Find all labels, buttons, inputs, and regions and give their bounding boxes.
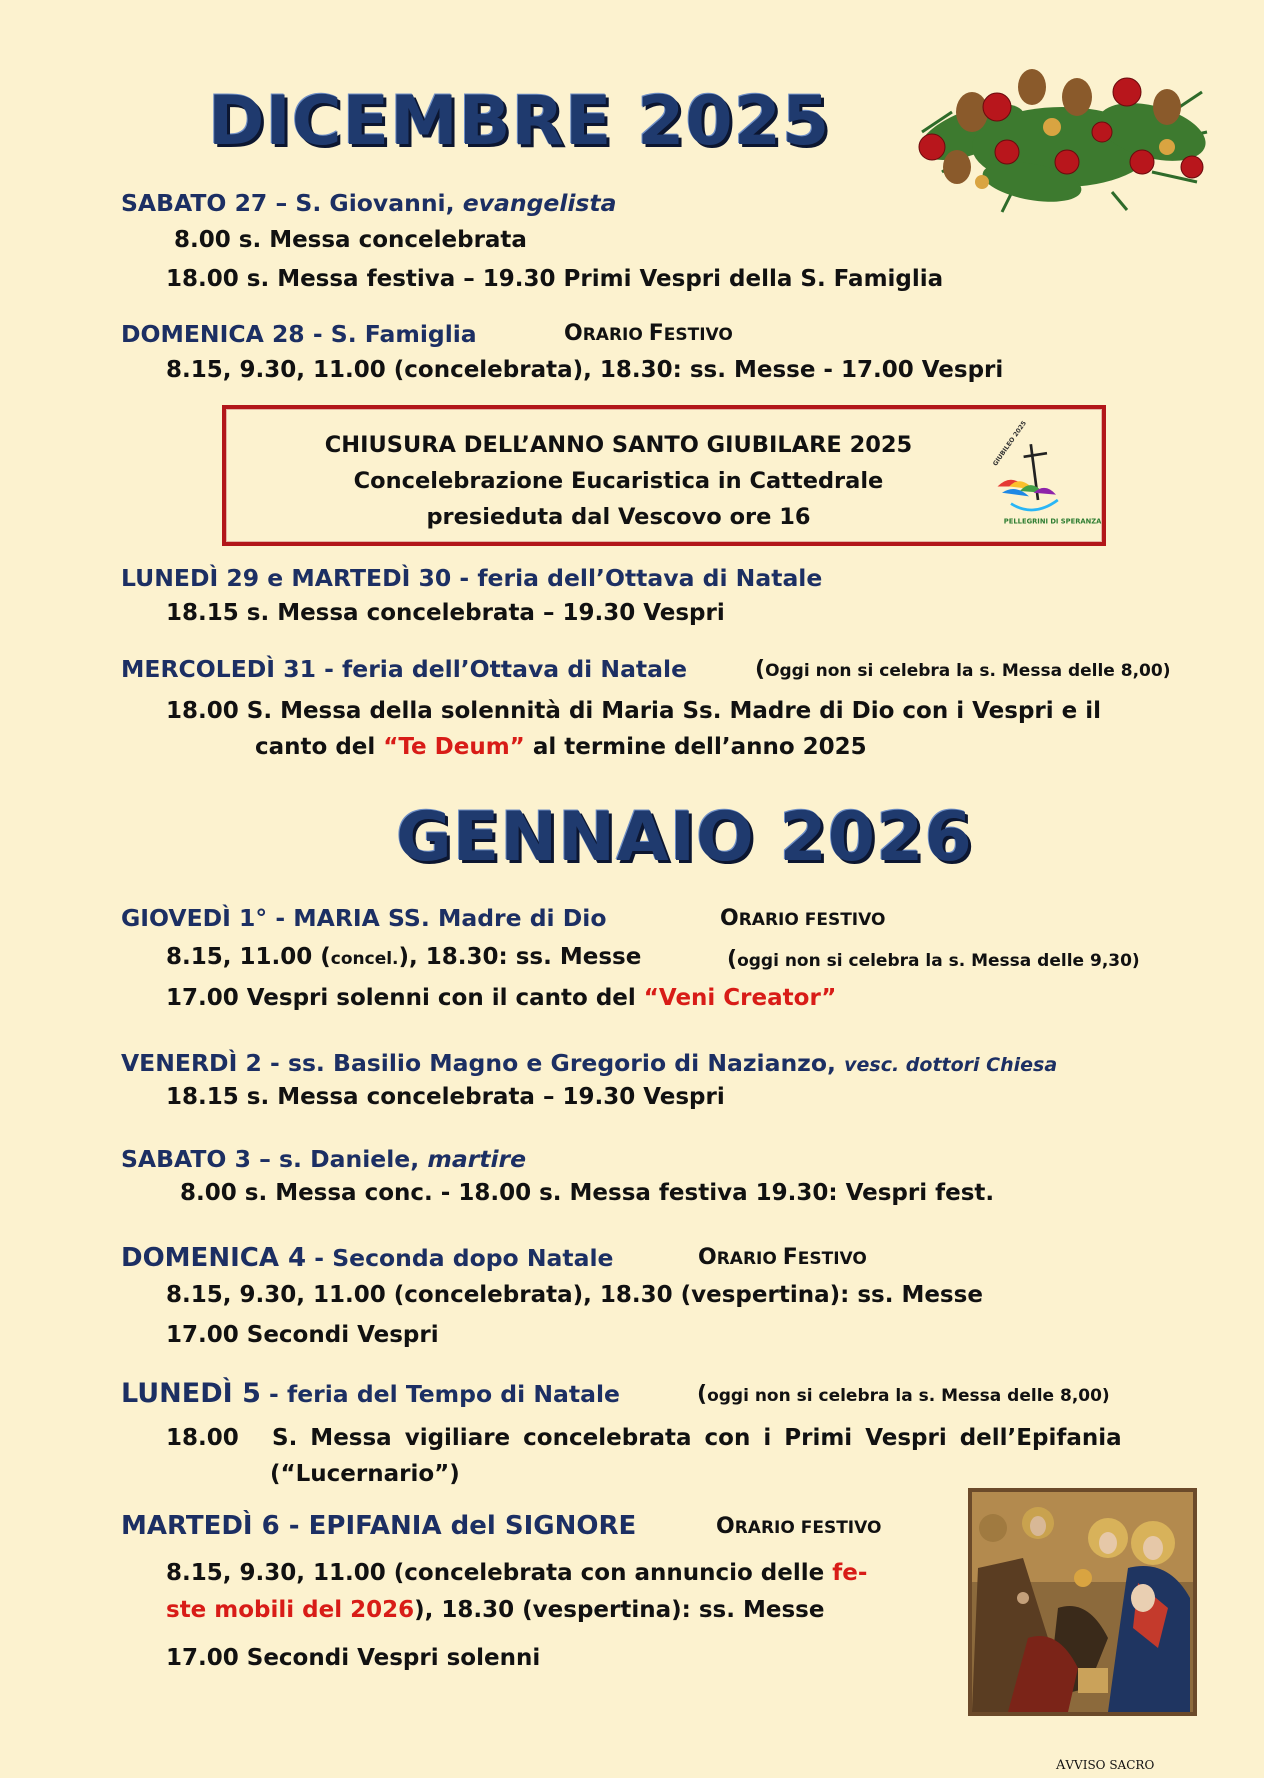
sat3-line1: 8.00 s. Messa conc. - 18.00 s. Messa festiva 19.30: Vespri fest. (180, 1180, 995, 1206)
thu1-schedule: ORARIO FESTIVO (720, 906, 886, 931)
jubilee-logo-bottom: PELLEGRINI DI SPERANZA (1003, 517, 1102, 526)
sun4-heading (121, 1243, 613, 1273)
mon5-day: LUNEDÌ 5 (121, 1378, 261, 1409)
january-title: GENNAIO 2026 (396, 798, 973, 877)
mon5-heading (121, 1378, 620, 1409)
sun4-feast: - Seconda dopo Natale (306, 1244, 614, 1272)
wed31-line1: 18.00 S. Messa della solennità di Maria Ss. Madre di Dio con i Vespri e il (166, 698, 1102, 724)
wed31-note: (Oggi non si celebra la s. Messa delle 8,00) (755, 657, 1171, 682)
wed31-day: MERCOLEDÌ 31 - feria dell’Ottava di Natale (121, 655, 688, 683)
sat27-line2: 18.00 s. Messa festiva – 19.30 Primi Vespri della S. Famiglia (166, 266, 944, 292)
december-title: DICEMBRE 2025 (208, 82, 831, 161)
tue6-line2: ste mobili del 2026), 18.30 (vespertina): ss. Messe (166, 1597, 825, 1623)
jubilee-logo-icon (984, 419, 1102, 527)
jubilee-closing-box (222, 405, 1106, 546)
sun28-day: DOMENICA 28 - S. Famiglia (121, 320, 477, 348)
sun4-day: DOMENICA 4 (121, 1243, 307, 1273)
sun4-line2: 17.00 Secondi Vespri (166, 1322, 439, 1348)
jubilee-line3: presieduta dal Vescovo ore 16 (426, 504, 811, 530)
mon5-note: (oggi non si celebra la s. Messa delle 8,00) (697, 1382, 1110, 1407)
thu1-line1: 8.15, 11.00 (concel.), 18.30: ss. Messe (166, 944, 642, 970)
te-deum: “Te Deum” (383, 734, 525, 760)
fri2-day: VENERDÌ 2 - ss. Basilio Magno e Gregorio di Nazianzo, (121, 1049, 836, 1077)
jubilee-line1: CHIUSURA DELL’ANNO SANTO GIUBILARE 2025 (324, 432, 913, 458)
veni-creator: “Veni Creator” (643, 985, 837, 1011)
jubilee-line2: Concelebrazione Eucaristica in Cattedrale (353, 468, 884, 494)
wed31-line2: canto del “Te Deum” al termine dell’anno 2025 (255, 734, 867, 760)
sat27-day: SABATO 27 – S. Giovanni, (121, 189, 463, 217)
thu1-day: GIOVEDÌ 1° - MARIA SS. Madre di Dio (121, 904, 607, 932)
tue6-schedule: ORARIO FESTIVO (716, 1514, 882, 1539)
jubilee-logo-top: GIUBILEO 2025 (991, 419, 1029, 468)
adoration-of-magi-painting (968, 1488, 1197, 1716)
sun4-line1: 8.15, 9.30, 11.00 (concelebrata), 18.30 (vespertina): ss. Messe (166, 1282, 983, 1308)
sat27-role: evangelista (462, 189, 617, 217)
mon5-feast: - feria del Tempo di Natale (260, 1380, 620, 1408)
fri2-line1: 18.15 s. Messa concelebrata – 19.30 Vespri (166, 1084, 725, 1110)
sun4-schedule: ORARIO FESTIVO (698, 1245, 867, 1270)
sun28-schedule: ORARIO FESTIVO (564, 321, 733, 346)
mon29-day: LUNEDÌ 29 e MARTEDÌ 30 - feria dell’Ottava di Natale (121, 564, 823, 592)
footer-label: AVVISO SACRO (1056, 1758, 1155, 1773)
thu1-line2: 17.00 Vespri solenni con il canto del “Veni Creator” (166, 985, 837, 1011)
mon5-line2: (“Lucernario”) (270, 1461, 460, 1487)
mon29-line1: 18.15 s. Messa concelebrata – 19.30 Vespri (166, 600, 725, 626)
tue6-day: MARTEDÌ 6 - EPIFANIA del SIGNORE (121, 1511, 637, 1541)
sat3-heading (121, 1145, 526, 1173)
mon5-line1: 18.00 S. Messa vigiliare concelebrata con i Primi Vespri dell’Epifania (166, 1425, 1122, 1451)
tue6-line3: 17.00 Secondi Vespri solenni (166, 1645, 541, 1671)
christmas-wreath-icon (912, 52, 1210, 214)
fri2-role: vesc. dottori Chiesa (844, 1054, 1058, 1076)
sat3-role: martire (427, 1145, 527, 1173)
tue6-line1: 8.15, 9.30, 11.00 (concelebrata con annuncio delle fe- (166, 1560, 868, 1586)
fri2-heading (121, 1049, 1057, 1077)
sat27-heading (121, 189, 617, 217)
sun28-line1: 8.15, 9.30, 11.00 (concelebrata), 18.30: ss. Messe - 17.00 Vespri (166, 357, 1004, 383)
feste-mobili: ste mobili del 2026 (166, 1597, 415, 1623)
sat27-line1: 8.00 s. Messa concelebrata (174, 227, 527, 253)
thu1-note: (oggi non si celebra la s. Messa delle 9,30) (727, 947, 1140, 972)
sat3-day: SABATO 3 – s. Daniele, (121, 1145, 428, 1173)
